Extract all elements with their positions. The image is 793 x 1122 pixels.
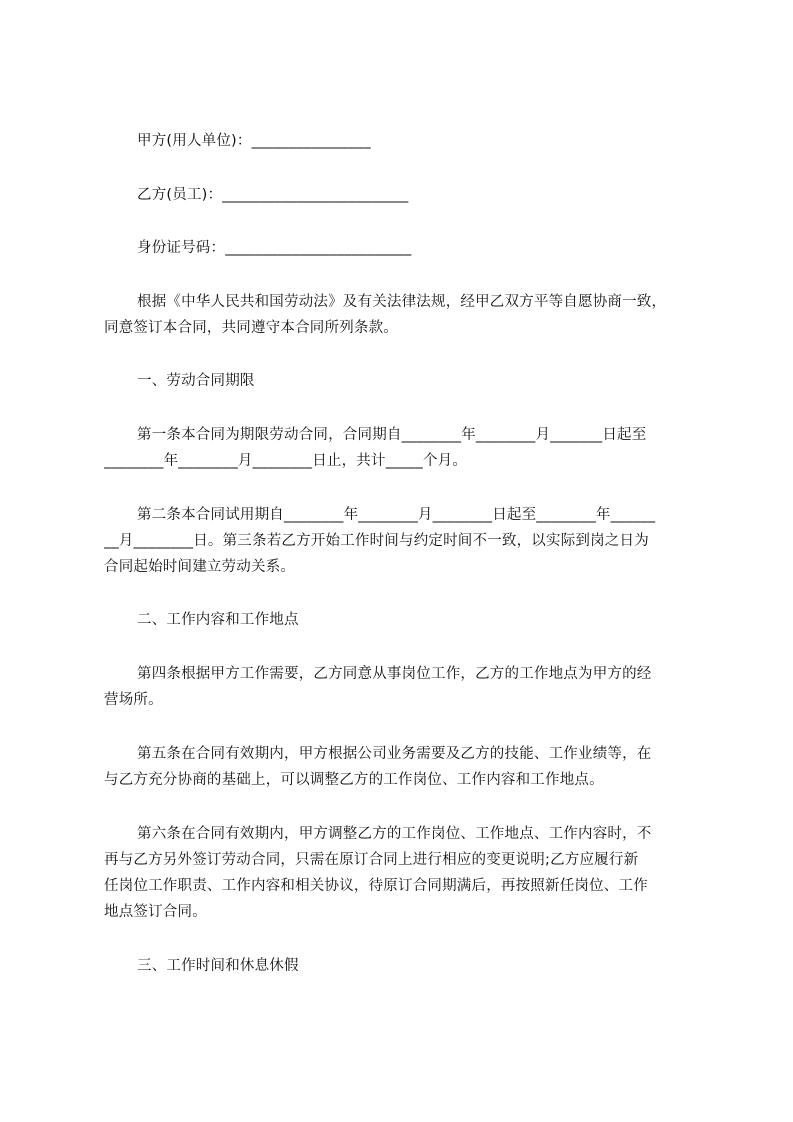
article-6-line-4: 地点签订合同。	[104, 904, 207, 920]
article-6-line-3: 任岗位工作职责、工作内容和相关协议，待原订合同期满后，再按照新任岗位、工作	[104, 878, 648, 894]
intro-paragraph-line-2: 同意签订本合同，共同遵守本合同所列条款。	[104, 320, 398, 336]
article-2-line-2: __月________日。第三条若乙方开始工作时间与约定时间不一致，以实际到岗之日为	[104, 533, 649, 549]
article-5-line-2: 与乙方充分协商的基础上，可以调整乙方的工作岗位、工作内容和工作地点。	[104, 772, 604, 788]
id-number-blank: _________________________	[225, 240, 412, 256]
article-6-line-2: 再与乙方另外签订劳动合同，只需在原订合同上进行相应的变更说明;乙方应履行新	[104, 852, 639, 868]
section-2-heading: 二、工作内容和工作地点	[137, 612, 299, 628]
article-2-line-3: 合同起始时间建立劳动关系。	[104, 559, 296, 575]
section-3-heading: 三、工作时间和休息休假	[137, 958, 299, 974]
article-4-line-1: 第四条根据甲方工作需要，乙方同意从事岗位工作，乙方的工作地点为甲方的经	[137, 666, 652, 682]
party-a-label: 甲方(用人单位)：	[137, 133, 252, 149]
article-2-line-1: 第二条本合同试用期自________年________月________日起至________年______	[137, 507, 656, 523]
id-number-label: 身份证号码：	[137, 240, 226, 256]
party-b-label: 乙方(员工)：	[137, 187, 223, 203]
party-b-field	[137, 186, 704, 204]
article-1-line-2: ________年________月________日止，共计_____个月。	[104, 453, 468, 469]
id-number-field	[137, 239, 704, 257]
article-5-line-1: 第五条在合同有效期内，甲方根据公司业务需要及乙方的技能、工作业绩等，在	[137, 746, 652, 762]
party-a-field	[137, 132, 704, 150]
article-4-line-2: 营场所。	[104, 692, 163, 708]
article-6-line-1: 第六条在合同有效期内，甲方调整乙方的工作岗位、工作地点、工作内容时，不	[137, 826, 652, 842]
party-b-blank: _________________________	[222, 187, 409, 203]
intro-paragraph-line-1: 根据《中华人民共和国劳动法》及有关法律法规，经甲乙双方平等自愿协商一致，	[137, 294, 667, 310]
party-a-blank: ________________	[251, 133, 371, 149]
article-1-line-1: 第一条本合同为期限劳动合同，合同期自________年________月_______日起至	[137, 427, 647, 443]
section-1-heading: 一、劳动合同期限	[137, 373, 255, 389]
